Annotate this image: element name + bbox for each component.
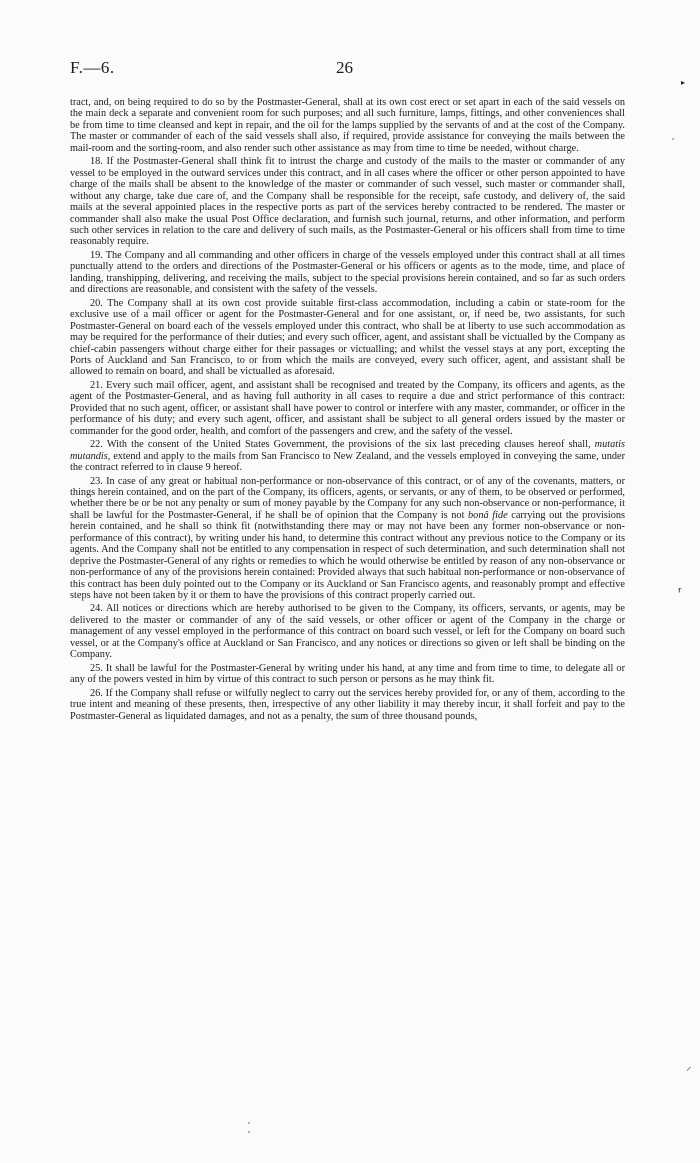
clause-18	[70, 156, 625, 248]
clause-22	[70, 439, 625, 473]
clause-24	[70, 603, 625, 660]
clause-number: 23.	[90, 475, 103, 487]
clause-26	[70, 688, 625, 722]
page-header	[70, 58, 630, 80]
clause-number: 21.	[90, 379, 103, 391]
clause-text: All notices or directions which are hereby authorised to be given to the Company, its officers, servants, or agents, may be delivered to the master or commander of any of the said vessels, or other officer or agent of the Company in the charge or management of any vessel employed in the performance of this contract on board such vessel, or left for the Company on board such vessel, or at the Company's office at Auckland or San Francisco, and any notices or directions so given or left shall be binding on the Company.	[70, 603, 625, 661]
clause-19	[70, 250, 625, 296]
page-number: 26	[336, 58, 353, 77]
clause-text: In case of any great or habitual non-performance or non-observance of this contract, or of any of the covenants, matters, or things herein contained, and on the part of the Company, its officers, agents, or servants, or any of them, to be observed or performed, whether there be or be not any penalty or sum of money payable by the Company for any such non-observance or non-performance, it shall be lawful for the Postmaster-General, if he shall be of opinion that the Company is not	[70, 475, 625, 521]
clause-number: 18.	[90, 156, 103, 168]
clause-number: 25.	[90, 662, 103, 674]
clause-text: tract, and, on being required to do so by the Postmaster-General, shall at its own cost erect or set apart in each of the said vessels on the main deck a separate and convenient room for such purposes; and all such furniture, lamps, fittings, and other conveniences shall be from time to time cleansed and kept in repair, and the oil for the lamps supplied by the servants of and at the cost of the Company. The master or commander of each of the said vessels shall also, if required, provide assistance for conveying the mails between the mail-room and the sorting-room, and also render such other assistance as may from time to time be needed, without charge.	[70, 97, 625, 154]
clause-text: If the Postmaster-General shall think fit to intrust the charge and custody of the mails to the master or commander of any vessel to be employed in the outward services under this contract, and in all cases where the officer or other person appointed to have charge of the mails shall be absent to the knowledge of the master or commander of such vessel, such master or commander shall, without any charge, take due care of, and the Company shall be responsible for the receipt, safe custody, and delivery of, the said mails at the several appointed places in the respective ports as part of the services hereby contracted to be rendered. The master or commander shall also make the usual Post Office declaration, and furnish such journal, returns, and other information, and perform such other services in relation to the care and delivery of such mails, as the Postmaster-General or his officers shall from time to time reasonably require.	[70, 156, 625, 248]
scan-speck	[248, 1122, 250, 1124]
clause-text: extend and apply to the mails from San Francisco to New Zealand, and the vessels employed in conveying the same, under the contract referred to in clause 9 hereof.	[70, 450, 625, 474]
clause-text: The Company shall at its own cost provide suitable first-class accommodation, including a cabin or state-room for the exclusive use of a mail officer or agent for the Postmaster-General and for one assistant, or, if need be, two assistants, for such Postmaster-General on board each of the vessels employed under this contract, who shall be at liberty to use such accommodation as may be required for the performance of their duties; and every such officer, agent, and assistant shall be victualled by the Company as chief-cabin passengers without charge either for their passages or victualling; and whilst the vessel stays at any port, excepting the Ports of Auckland and San Francisco, to or from which the mails are conveyed, every such officer, agent, and assistant shall be allowed to remain on board, and shall be victualled as aforesaid.	[70, 297, 625, 378]
clause-number: 20.	[90, 297, 103, 309]
clause-number: 26.	[90, 687, 103, 699]
document-reference: F.—6.	[70, 58, 115, 77]
body-text	[70, 97, 625, 724]
clause-20	[70, 298, 625, 378]
margin-speck-icon: ⸝	[686, 1060, 692, 1073]
clause-text: carrying out the provisions herein contained, and he shall so think fit (notwithstanding there may or may not have been any former non-observance or non-performance of this contract), by writing under his hand, to determine this contract without any previous notice to the Company or its agents. And the Company shall not be entitled to any compensation in respect of such determination, and such determination shall not deprive the Postmaster-General of any rights or remedies to which he would otherwise be entitled by reason of any non-observance or non-performance of any of the provisions herein contained: Provided always that such habitual non-performance or non-observance of this contract has been duly pointed out to the Company or its Auckland or San Francisco agents, and reasonably prompt and effective steps have not been taken by it or them to have the provisions of this contract properly carried out.	[70, 509, 625, 602]
clause-23	[70, 476, 625, 602]
clause-text: Every such mail officer, agent, and assistant shall be recognised and treated by the Company, its officers and agents, as the agent of the Postmaster-General, and as having full authority in all cases to require a due and strict performance of this contract: Provided that no such agent, officer, or assistant shall have power to control or interfere with any master, commander, or officer in the performance of his duty; and every such agent, officer, and assistant shall be subject to all general orders issued by the master or commander for the good order, health, and comfort of the passengers and crew, and the safety of the vessel.	[70, 379, 626, 437]
clause-text: If the Company shall refuse or wilfully neglect to carry out the services hereby provided for, or any of them, according to the true intent and meaning of these presents, then, irrespective of any other liability it may thereby incur, it shall forfeit and pay to the Postmaster-General as liquidated damages, and not as a penalty, the sum of three thousand pounds,	[70, 687, 625, 722]
margin-speck-icon: ▸	[681, 78, 686, 87]
scan-speck	[248, 1131, 250, 1133]
clause-italic-text: mutatis mutandis,	[70, 439, 625, 462]
clause-text: It shall be lawful for the Postmaster-General by writing under his hand, at any time and from time to time, to delegate all or any of the powers vested in him by virtue of this contract to such person or persons as he may think fit.	[70, 662, 625, 686]
clause-25	[70, 663, 625, 686]
clause-number: 24.	[90, 603, 103, 615]
margin-speck-icon: ′	[672, 136, 675, 149]
clause-text: The Company and all commanding and other officers in charge of the vessels employed under this contract shall at all times punctually attend to the orders and directions of the Postmaster-General or his officers or agents as to the mode, time, and place of landing, transhipping, delivering, and receiving the mails, subject to the special provisions herein contained, and so far as such orders and directions are reasonable, and consistent with the safety of the vessels.	[70, 249, 625, 296]
clause-text: With the consent of the United States Government, the provisions of the six last preceding clauses hereof shall,	[106, 439, 595, 451]
margin-speck-icon: ʳ	[678, 585, 682, 601]
clause-continuation	[70, 97, 625, 154]
clause-21	[70, 380, 625, 437]
clause-number: 22.	[90, 439, 103, 451]
clause-italic-text: bonâ fide	[468, 509, 508, 521]
clause-number: 19.	[90, 249, 103, 261]
